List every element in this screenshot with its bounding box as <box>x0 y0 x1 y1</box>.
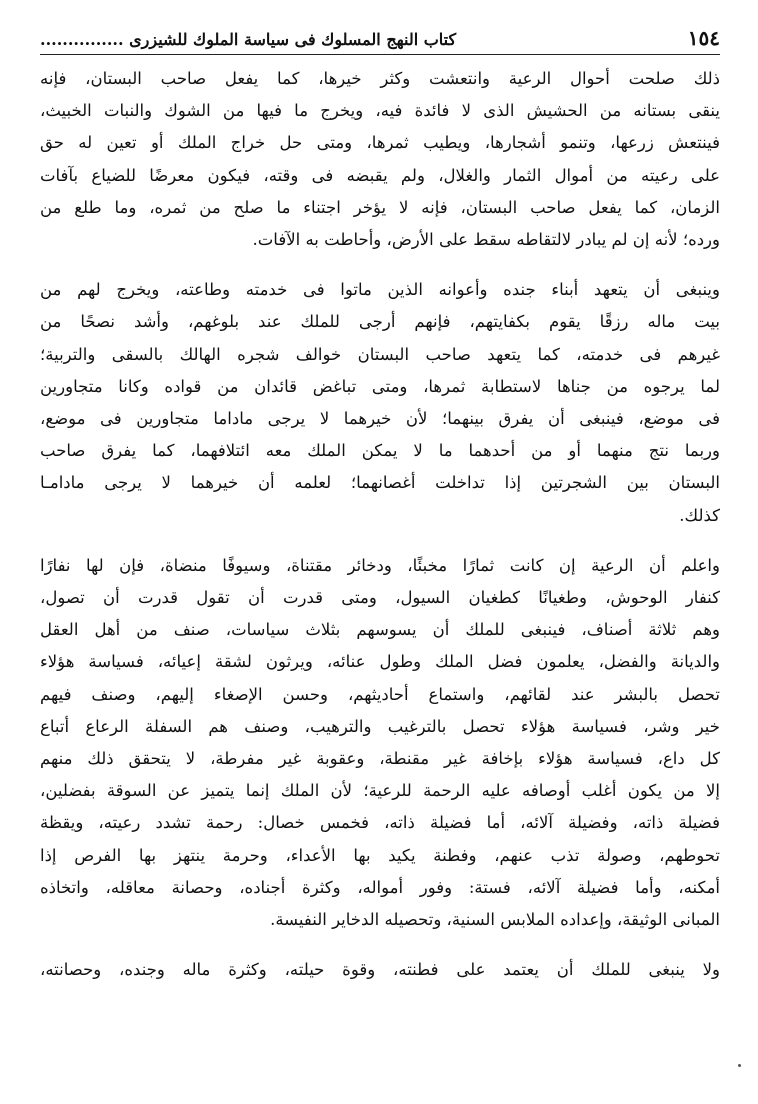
paragraph-3 <box>40 550 720 936</box>
text-line: إلا من يكون أغلب أوصافه عليه الرحمة للرعية؛ لأن الملك إنما يتميز عن السوقة بفضلين، <box>40 781 720 801</box>
text-line: وهم ثلاثة أصناف، فينبغى للملك أن يسوسهم بثلاث سياسات، صنف من أهل العقل <box>40 620 720 640</box>
text-line: واعلم أن الرعية إن كانت ثمارًا مخبئًا، ودخائر مقتناة، وسيوفًا منضاة، فإن لها نفارًا <box>40 555 720 575</box>
text-line: تحوطهم، وصولة تذب عنهم، وفطنة يكيد بها الأعداء، وحرمة ينتهز بها الفرص إذا <box>40 845 720 865</box>
text-line: أمكنه، وأما فضيلة آلائه، فستة: وفور أمواله، وكثرة أجناده، وحصانة معاقله، واتخاذه <box>40 877 720 897</box>
text-line: بيت ماله رزقًا يقوم بكفايتهم، فإنهم أرجى للملك عند بلوغهم، وأشد نصحًا من <box>40 312 720 332</box>
text-line: البستان بين الشجرتين إذا تداخلت أغصانهما؛ لعلمه أن خيرهما لا يرجى مادامـا <box>40 473 720 493</box>
text-line: وربما نتج منهما أو من أحدهما ما لا يمكن الملك معه ائتلافهما، كما يفرق صاحب <box>40 441 720 461</box>
paragraph-1 <box>40 63 720 256</box>
text-line: المبانى الوثيقة، وإعداده الملابس السنية، وتحصيله الدخاير النفيسة. <box>270 910 720 930</box>
text-line: غيرهم فى خدمته، كما يتعهد صاحب البستان خوالف شجره الهالك بالسقى والتربية؛ <box>40 344 720 364</box>
text-line: فينتعش زرعها، وتنمو أشجارها، ويطيب ثمرها، ومتى حل خراج الملك أو تعين له حق <box>40 133 720 153</box>
paragraph-4 <box>40 954 720 986</box>
text-line: تحصل بالبشر عند لقائهم، واستماع أحاديثهم، وحسن الإصغاء إليهم، وصنف فيهم <box>40 684 720 704</box>
text-line: وينبغى أن يتعهد أبناء جنده وأعوانه الذين ماتوا فى خدمته وطاعته، ويخرج لهم من <box>40 280 720 300</box>
running-title: كتاب النهج المسلوك فى سياسة الملوك للشيزرى ............... <box>40 30 457 49</box>
text-line: كل داع، فسياسة هؤلاء بإخافة غير مقنطة، وعقوبة غير مفرطة، لا يتحقق ذلك منهم <box>40 749 720 769</box>
book-page <box>40 26 720 1004</box>
text-line: لما يرجوه من جناها لاستطابة ثمرها، ومتى تباغض قائدان من قواده وكانا متجاورين <box>40 376 720 396</box>
text-line: على رعيته من أموال الثمار والغلال، ولم يقبضه فى وقته، فيكون معرضًا للضياع بآفات <box>40 165 720 185</box>
text-line: كذلك. <box>679 505 720 525</box>
margin-dot <box>738 1064 741 1067</box>
page-number: ١٥٤ <box>687 26 720 50</box>
text-line: فى موضع، فينبغى أن يفرق بينهما؛ لأن خيرهما لا يرجى ماداما متجاورين فى موضع، <box>40 409 720 429</box>
text-line: والديانة والفضل، يعلمون فضل الملك وطول عنائه، ويرثون لشقة إعيائه، فسياسة هؤلاء <box>40 652 720 672</box>
text-line: ذلك صلحت أحوال الرعية وانتعشت وكثر خيرها، كما يفعل صاحب البستان، فإنه <box>40 69 720 88</box>
text-line: ينقى بستانه من الحشيش الذى لا فائدة فيه، ويخرج ما فيها من الشوك والنبات الخبيث، <box>40 101 720 121</box>
text-line: فضيلة ذاته، وفضيلة آلائه، أما فضيلة ذاته، فخمس خصال: رحمة تشدد رعيته، ويقظة <box>40 813 720 833</box>
text-line: خير وشر، فسياسة هؤلاء تحصل بالترغيب والترهيب، وصنف هم السفلة الرعاع أتباع <box>40 716 720 736</box>
text-line: ورده؛ لأنه إن لم يبادر لالتقاطه سقط على الأرض، وأحاطت به الآفات. <box>252 230 720 250</box>
page-header <box>40 26 720 55</box>
paragraph-2 <box>40 274 720 532</box>
text-line: ولا ينبغى للملك أن يعتمد على فطنته، وقوة حيلته، وكثرة ماله وجنده، وحصانته، <box>40 960 720 980</box>
text-line: كنفار الوحوش، وطغيانًا كطغيان السيول، ومتى قدرت أن تقول قدرت أن تصول، <box>40 588 720 608</box>
text-line: الزمان، كما يفعل صاحب البستان، فإنه لا يؤخر اجتناء ما صلح من ثمره، وما طلع من <box>40 197 720 217</box>
